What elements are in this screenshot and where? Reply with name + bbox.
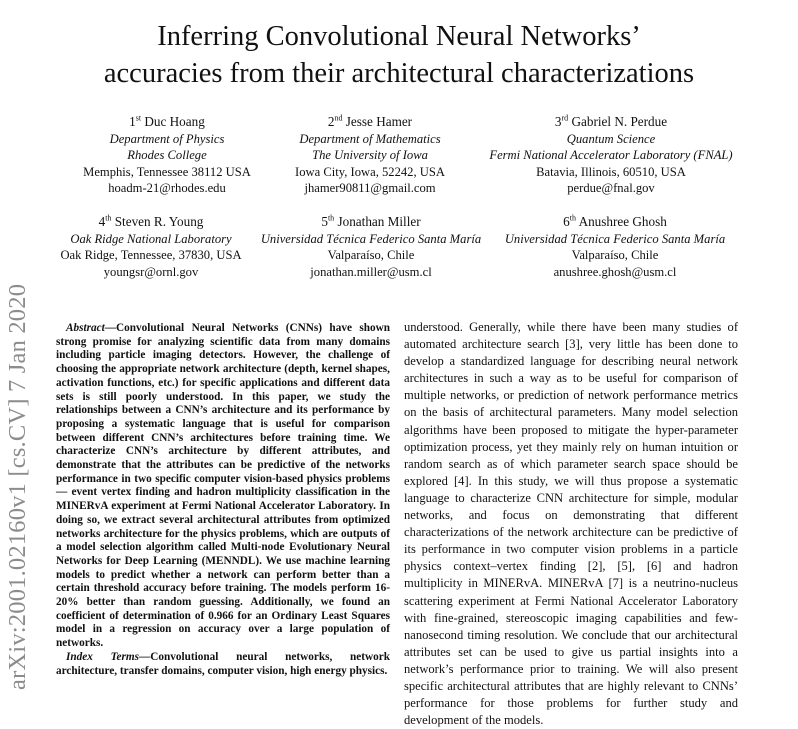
author-ordinal-suffix: th [105, 213, 112, 223]
author-address: Oak Ridge, Tennessee, 37830, USA [60, 248, 242, 262]
author-1 [62, 114, 272, 197]
author-ordinal: 4 [98, 214, 106, 229]
author-ordinal: 1 [129, 114, 136, 129]
author-ordinal-suffix: st [135, 113, 142, 123]
author-email: jhamer90811@gmail.com [304, 181, 436, 195]
author-affiliation: Oak Ridge National Laboratory [70, 231, 232, 246]
author-ordinal-suffix: th [327, 213, 335, 223]
author-email: anushree.ghosh@usm.cl [553, 264, 677, 279]
author-email: perdue@fnal.gov [567, 181, 655, 195]
author-ordinal: 2 [327, 114, 335, 129]
author-department: Department of Physics [109, 131, 225, 146]
author-name: Gabriel N. Perdue [571, 114, 668, 129]
author-ordinal: 3 [554, 114, 562, 129]
author-name: Duc Hoang [144, 114, 205, 129]
author-department: Department of Mathematics [299, 131, 441, 146]
author-address: Valparaíso, Chile [327, 248, 415, 262]
author-ordinal-suffix: rd [561, 113, 569, 123]
author-affiliation: The University of Iowa [312, 148, 428, 162]
author-name: Anushree Ghosh [578, 214, 667, 229]
author-4 [48, 214, 254, 280]
author-name: Steven R. Young [114, 214, 204, 229]
author-email: hoadm-21@rhodes.edu [108, 181, 226, 195]
author-ordinal-suffix: nd [334, 113, 343, 123]
author-name: Jonathan Miller [337, 214, 421, 229]
author-ordinal-suffix: th [569, 213, 576, 223]
arxiv-identifier-stamp: arXiv:2001.02160v1 [cs.CV] 7 Jan 2020 [4, 283, 31, 690]
abstract-column [56, 322, 390, 678]
paper-title [0, 18, 798, 92]
abstract [56, 322, 390, 651]
author-6 [492, 214, 738, 280]
author-3 [466, 114, 756, 197]
author-affiliation: Universidad Técnica Federico Santa María [504, 231, 726, 246]
author-email: jonathan.miller@usm.cl [310, 264, 432, 279]
body-paragraph: understood. Generally, while there have been many studies of automated architecture search [3], very little has been done to develop a standardized language for describing neural network architectures in such a way as to be useful for comparison of multiple networks, or prediction of network performance metrics on the basis of architectural parameters. Many model selection algorithms have been proposed to mitigate the hyper-parameter optimization process, yet they mainly rely on human intuition or random search as of which parameter search space should be explored [4]. In this study, we will thus propose a systematic language to characterize CNN architecture for simple, modular networks, and focus on demonstrating that different characterizations of the network architecture can be predictive of its performance in two computer vision problems in a particle physics context–vertex finding [2], [5], [6] and hadron multiplicity in MINERvA. MINERvA [7] is a neutrino-nucleus scattering experiment at Fermi National Accelerator Laboratory with fine-grained, stereoscopic imaging capabilities and few-nanosecond timing resolution. We conclude that our architectural attributes set can be used to give us partial insights into a network’s performance prior to training. We will also present specific architectural attributes that are highly relevant to CNNs’ performance for those problems for further study and development of the models. [404, 320, 738, 728]
author-address: Iowa City, Iowa, 52242, USA [295, 164, 445, 179]
author-5 [248, 214, 494, 280]
author-affiliation: Rhodes College [127, 148, 207, 162]
author-2 [270, 114, 470, 197]
author-name: Jesse Hamer [345, 114, 413, 129]
index-terms-label: Index Terms [66, 650, 139, 663]
author-address: Valparaíso, Chile [571, 248, 659, 262]
index-terms [56, 651, 390, 678]
author-department: Quantum Science [566, 131, 656, 146]
body-column-right [404, 319, 738, 729]
title-line-1: Inferring Convolutional Neural Networks’ [157, 21, 641, 52]
author-email: youngsr@ornl.gov [103, 264, 199, 279]
author-affiliation: Fermi National Accelerator Laboratory (FNAL) [489, 148, 733, 162]
author-ordinal: 5 [321, 214, 328, 229]
index-terms-text: —Convolutional neural networks, network architecture, transfer domains, computer vision, high energy physics. [56, 650, 391, 677]
title-line-2: accuracies from their architectural characterizations [103, 58, 695, 89]
author-address: Memphis, Tennessee 38112 USA [83, 164, 251, 179]
abstract-text: —Convolutional Neural Networks (CNNs) have shown strong promise for analyzing scientific data from many domains including particle imaging detectors. However, the challenge of choosing the appropriate network architecture (depth, kernel shapes, activation functions, etc.) for specific applications and different data sets is still poorly understood. In this paper, we study the relationships between a CNN’s architecture and its performance by proposing a systematic language that is useful for comparison between different CNN’s architectures before training time. We characterize CNN’s architecture by different attributes, and demonstrate that the attributes can be predictive of the networks performance in two specific computer vision-based physics problems — event vertex finding and hadron multiplicity classification in the MINERvA experiment at Fermi National Accelerator Laboratory. In doing so, we extract several architectural attributes from optimized networks architecture for the physics problems, which are outputs of a model selection algorithm called Multi-node Evolutionary Neural Networks for Deep Learning (MENNDL). We use machine learning models to predict whether a network can perform better than a certain threshold accuracy before training. The models perform 16-20% better than random guessing. Additionally, we found an coefficient of determination of 0.966 for an Ordinary Least Squares model in a regression on accuracy over a large population of networks. [56, 322, 390, 650]
author-address: Batavia, Illinois, 60510, USA [536, 164, 686, 179]
author-affiliation: Universidad Técnica Federico Santa María [260, 231, 482, 246]
abstract-label: Abstract [66, 322, 105, 334]
author-ordinal: 6 [563, 214, 570, 229]
